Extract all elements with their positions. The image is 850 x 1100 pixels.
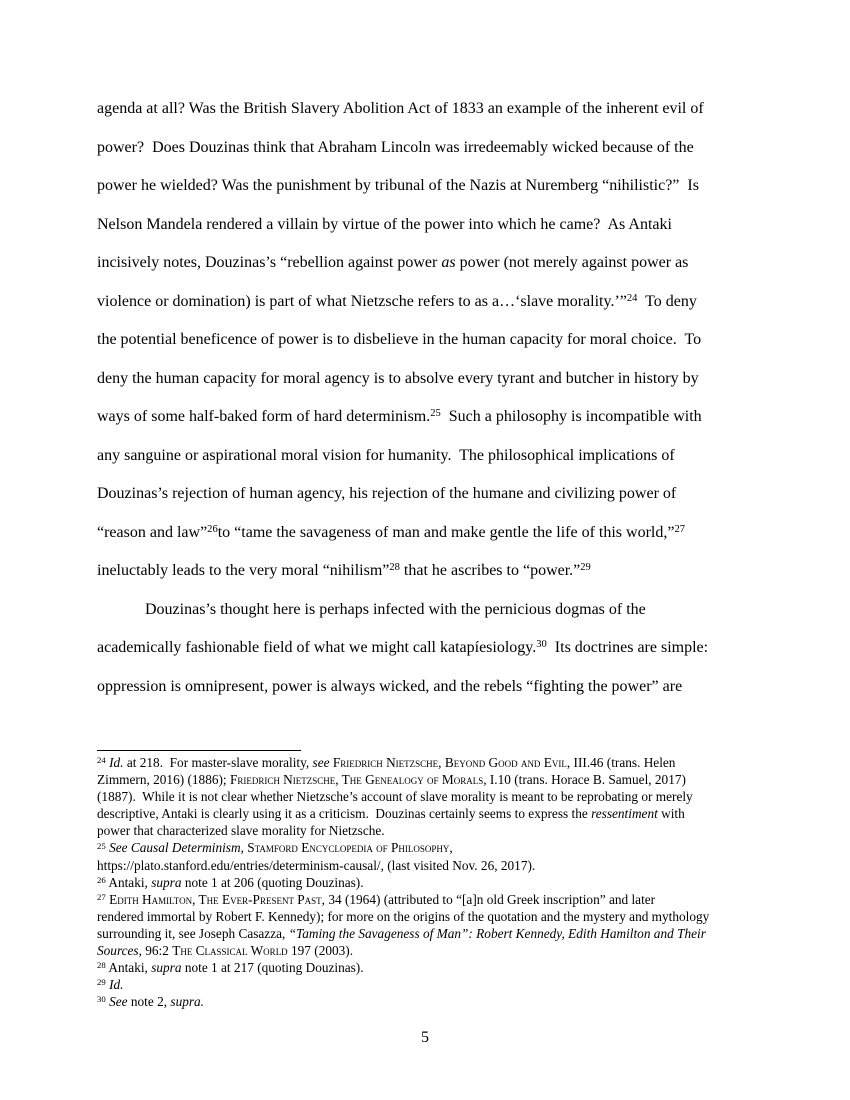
- text-run: violence or domination) is part of what Nietzsche refers to as a…‘slave morality.’”: [97, 292, 627, 310]
- footnote-line: [97, 942, 772, 959]
- body-line: [97, 206, 787, 245]
- text-run: supra: [151, 874, 182, 890]
- text-run: Zimmern, 2016) (1886);: [97, 772, 230, 788]
- text-run: To deny: [637, 292, 697, 310]
- footnote-ref: 30: [536, 639, 547, 651]
- text-run: “Taming the Savageness of Man”: Robert Kennedy, Edith Hamilton and Their: [288, 925, 706, 941]
- text-run: ineluctably leads to the very moral “nihilism”: [97, 562, 390, 579]
- footnote-separator: [97, 750, 301, 751]
- text-run: https://plato.stanford.edu/entries/determinism-causal/, (last visited Nov. 26, 2017).: [97, 857, 536, 873]
- text-run: ressentiment: [591, 806, 658, 822]
- footnote-line: [97, 925, 772, 942]
- text-run: Friedrich Nietzsche, The Genealogy of Morals: [229, 772, 484, 788]
- text-run: that he ascribes to “power.”: [399, 562, 581, 579]
- text-run: Antaki,: [105, 874, 152, 890]
- text-run: power he wielded? Was the punishment by tribunal of the Nazis at Nuremberg “nihilistic?” Is: [97, 177, 699, 194]
- text-run: note 1 at 206 (quoting Douzinas).: [181, 874, 364, 890]
- text-run: power? Does Douzinas think that Abraham Lincoln was irredeemably wicked because of the: [97, 138, 694, 156]
- text-run: Id.: [109, 977, 124, 993]
- text-run: Its doctrines are simple:: [546, 639, 709, 656]
- body-line: [97, 437, 787, 476]
- footnote-line-start: [97, 839, 772, 856]
- footnote-ref: 27: [97, 891, 106, 902]
- text-run: , I.10 (trans. Horace B. Samuel, 2017): [483, 772, 686, 788]
- text-run: Edith Hamilton, The Ever-Present Past: [109, 891, 322, 907]
- text-run: Friedrich Nietzsche, Beyond Good and Evil: [332, 755, 567, 770]
- footnote-ref: 25: [430, 408, 441, 420]
- text-run: surrounding it, see Joseph Casazza,: [97, 925, 289, 941]
- text-run: “reason and law”: [97, 523, 208, 541]
- body-line: [97, 129, 787, 168]
- footnotes-section: [97, 754, 772, 1010]
- body-line: [97, 514, 787, 553]
- footnote-ref: 28: [97, 960, 106, 971]
- text-run: Stamford Encyclopedia of Philosophy: [247, 840, 450, 856]
- text-run: 197 (2003).: [287, 943, 354, 959]
- text-run: the potential beneficence of power is to disbelieve in the human capacity for moral choice. To: [97, 331, 702, 348]
- text-run: see: [312, 755, 330, 770]
- text-run: power (not merely against power as: [455, 254, 689, 271]
- footnote-line: [97, 771, 772, 788]
- footnote-line-start: [97, 874, 772, 891]
- text-run: supra.: [170, 994, 205, 1010]
- footnote-line: [97, 908, 772, 925]
- text-run: The Classical World: [172, 943, 288, 959]
- footnote-line: [97, 788, 772, 805]
- text-run: Sources: [97, 943, 139, 959]
- footnote-ref: 29: [97, 977, 106, 988]
- footnote-ref: 25: [97, 840, 106, 851]
- footnote-ref: 26: [97, 874, 106, 885]
- text-run: See: [109, 994, 128, 1010]
- body-line: [97, 360, 787, 399]
- footnote-ref: 30: [97, 994, 106, 1005]
- text-run: note 2,: [127, 994, 171, 1010]
- body-line: [97, 629, 787, 668]
- text-run: power that characterized slave morality for Nietzsche.: [97, 823, 385, 839]
- footnote-ref: 24: [626, 292, 638, 304]
- text-run: Id.: [109, 755, 124, 770]
- text-run: descriptive, Antaki is clearly using it as a criticism. Douzinas certainly seems to express the: [97, 806, 592, 822]
- text-run: at 218. For master-slave morality,: [123, 755, 313, 770]
- text-run: Antaki,: [105, 960, 152, 976]
- text-run: Nelson Mandela rendered a villain by virtue of the power into which he came? As Antaki: [97, 215, 672, 233]
- body-line: [97, 167, 787, 206]
- text-run: (1887). While it is not clear whether Nietzsche’s account of slave morality is meant to be reprobating or merely: [97, 789, 693, 805]
- footnote-ref: 27: [674, 523, 685, 535]
- text-run: note 1 at 217 (quoting Douzinas).: [181, 960, 364, 976]
- footnote-line: [97, 857, 772, 874]
- footnote-ref: 24: [97, 755, 106, 766]
- text-run: as: [441, 254, 456, 271]
- body-line: [97, 591, 787, 630]
- footnote-line-start: [97, 891, 772, 908]
- body-line: [97, 552, 787, 591]
- text-run: ways of some half-baked form of hard determinism.: [97, 408, 431, 425]
- text-run: ,: [449, 840, 453, 856]
- text-run: agenda at all? Was the British Slavery Abolition Act of 1833 an example of the inherent evil of: [97, 100, 704, 117]
- text-run: deny the human capacity for moral agency is to absolve every tyrant and butcher in history by: [97, 369, 699, 387]
- body-line: [97, 668, 787, 707]
- text-run: academically fashionable field of what we might call katapíesiology.: [97, 639, 537, 656]
- footnote-line: [97, 805, 772, 822]
- footnote-line-start: [97, 976, 772, 993]
- text-run: rendered immortal by Robert F. Kennedy); for more on the origins of the quotation and the mystery and mythology: [97, 908, 710, 924]
- body-line: [97, 244, 787, 283]
- body-text: [97, 90, 787, 706]
- footnote-line-start: [97, 959, 772, 976]
- text-run: supra: [151, 960, 182, 976]
- footnote-line-start: [97, 993, 772, 1010]
- text-run: Such a philosophy is incompatible with: [440, 408, 702, 425]
- text-run: to “tame the savageness of man and make gentle the life of this world,”: [217, 523, 675, 541]
- page-number: 5: [421, 1029, 429, 1046]
- body-line: [97, 90, 787, 129]
- footnote-ref: 28: [389, 562, 400, 574]
- footnote-ref: 29: [580, 562, 591, 574]
- body-line: [97, 283, 787, 322]
- text-run: any sanguine or aspirational moral vision for humanity. The philosophical implications of: [97, 446, 675, 464]
- text-run: incisively notes, Douzinas’s “rebellion against power: [97, 254, 442, 271]
- text-run: , III.46 (trans. Helen: [566, 755, 676, 770]
- text-run: with: [657, 806, 685, 822]
- body-line: [97, 321, 787, 360]
- footnote-ref: 26: [207, 523, 218, 535]
- text-run: , 96:2: [138, 943, 173, 959]
- text-run: See Causal Determinism,: [109, 840, 244, 856]
- footnote-line: [97, 822, 772, 839]
- body-line: [97, 475, 787, 514]
- text-run: Douzinas’s rejection of human agency, his rejection of the humane and civilizing power of: [97, 485, 677, 502]
- footnote-line-start: [97, 754, 772, 771]
- body-line: [97, 398, 787, 437]
- text-run: Douzinas’s thought here is perhaps infected with the pernicious dogmas of the: [145, 600, 646, 618]
- text-run: , 34 (1964) (attributed to “[a]n old Greek inscription” and later: [321, 891, 656, 907]
- text-run: oppression is omnipresent, power is always wicked, and the rebels “fighting the power” are: [97, 677, 683, 695]
